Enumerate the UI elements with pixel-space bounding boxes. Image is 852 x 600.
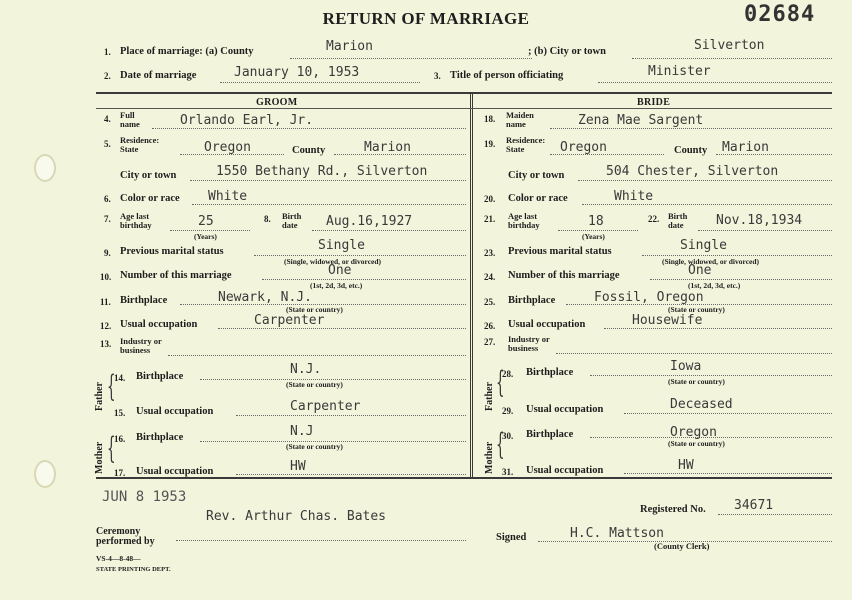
bride-birth-line: [698, 230, 832, 231]
item-number: 20.: [484, 194, 496, 204]
birthplace-label: Birthplace: [508, 295, 556, 306]
bride-city-value: 504 Chester, Silverton: [606, 164, 779, 179]
document-title: RETURN OF MARRIAGE: [322, 9, 530, 28]
father-brace: {: [107, 369, 116, 404]
place-city-label: ; (b) City or town: [528, 46, 606, 57]
years-hint: (Years): [582, 232, 605, 241]
prev-status-label: Previous marital status: [508, 246, 612, 257]
item-number: 9.: [104, 248, 111, 258]
item-number: 1.: [104, 47, 111, 57]
color-label: Color or race: [120, 193, 180, 204]
ceremony-performed-label: Ceremony performed by: [96, 526, 155, 547]
item-number: 7.: [104, 214, 111, 224]
groom-birth-date-value: Aug.16,1927: [326, 214, 413, 229]
bride-heading: BRIDE: [637, 97, 671, 108]
county-label: County: [292, 145, 326, 156]
state-country-hint: (State or country): [668, 305, 725, 314]
mother-occupation-label: Usual occupation: [136, 466, 214, 477]
item-number: 12.: [100, 321, 112, 331]
mother-birthplace-label: Birthplace: [136, 432, 184, 443]
residence-state-label: Residence: State: [120, 135, 160, 154]
father-side-label: Father: [484, 382, 495, 411]
father-occupation-label: Usual occupation: [136, 406, 214, 417]
county-label: County: [674, 145, 708, 156]
city-town-label: City or town: [120, 170, 177, 181]
item-number: 26.: [484, 321, 496, 331]
groom-marriage-number-value: One: [328, 263, 352, 278]
occupation-label: Usual occupation: [120, 319, 198, 330]
mother-occupation-label: Usual occupation: [526, 465, 604, 476]
father-brace: {: [496, 365, 505, 400]
bride-occupation-line: [604, 328, 832, 329]
item-number: 24.: [484, 272, 496, 282]
item-number: 15.: [114, 408, 126, 418]
place-city-line: [632, 58, 832, 59]
registered-no-line: [718, 514, 832, 515]
groom-mother-occupation-value: HW: [290, 459, 306, 474]
item-number: 27.: [484, 337, 496, 347]
full-name-label: Full name: [120, 110, 140, 129]
bride-father-birthplace-value: Iowa: [670, 359, 702, 374]
birthplace-label: Birthplace: [120, 295, 168, 306]
mother-side-label: Mother: [94, 441, 105, 474]
county-clerk-hint: (County Clerk): [654, 541, 710, 551]
mother-brace: {: [107, 431, 116, 466]
state-country-hint: (State or country): [668, 439, 725, 448]
item-number: 25.: [484, 297, 496, 307]
groom-heading: GROOM: [256, 97, 298, 108]
number-hint: (1st, 2d, 3d, etc.): [688, 281, 741, 290]
state-country-hint: (State or country): [286, 380, 343, 389]
bride-marriage-number-value: One: [688, 263, 712, 278]
groom-father-occupation-line: [236, 415, 466, 416]
bride-age-line: [558, 230, 638, 231]
state-country-hint: (State or country): [286, 305, 343, 314]
marriage-city-value: Silverton: [694, 38, 765, 53]
groom-industry-line: [168, 355, 466, 356]
groom-father-occupation-value: Carpenter: [290, 399, 361, 414]
groom-occupation-value: Carpenter: [254, 313, 325, 328]
number-marriage-label: Number of this marriage: [508, 270, 620, 281]
bride-father-occupation-line: [624, 413, 832, 414]
bride-name-value: Zena Mae Sargent: [578, 113, 704, 128]
groom-number-line: [262, 279, 466, 280]
bride-color-value: White: [614, 189, 654, 204]
marriage-county-value: Marion: [326, 39, 373, 54]
age-label: Age last birthday: [508, 211, 540, 230]
registered-no-value: 34671: [734, 498, 774, 513]
bride-mother-occupation-line: [624, 473, 832, 474]
state-country-hint: (State or country): [286, 442, 343, 451]
bride-father-occupation-value: Deceased: [670, 397, 733, 412]
received-date-stamp: JUN 8 1953: [102, 489, 187, 505]
item-number: 22.: [648, 214, 660, 224]
item-number: 23.: [484, 248, 496, 258]
marriage-date-value: January 10, 1953: [234, 65, 360, 80]
officiant-title-line: [598, 82, 832, 83]
groom-mother-occupation-line: [236, 474, 466, 475]
item-number: 4.: [104, 114, 111, 124]
item-number: 18.: [484, 114, 496, 124]
number-marriage-label: Number of this marriage: [120, 270, 232, 281]
bride-color-line: [582, 204, 832, 205]
bride-mother-birthplace-value: Oregon: [670, 425, 717, 440]
groom-city-value: 1550 Bethany Rd., Silverton: [216, 164, 428, 179]
bride-prev-status-value: Single: [680, 238, 727, 253]
date-label: Date of marriage: [120, 70, 197, 81]
bride-county-value: Marion: [722, 140, 769, 155]
mother-brace: {: [496, 427, 505, 462]
industry-label: Industry or business: [120, 336, 162, 355]
item-number: 5.: [104, 139, 111, 149]
groom-state-value: Oregon: [204, 140, 251, 155]
place-county-line: [290, 58, 532, 59]
father-side-label: Father: [94, 382, 105, 411]
occupation-label: Usual occupation: [508, 319, 586, 330]
bride-birthplace-value: Fossil, Oregon: [594, 290, 704, 305]
prev-status-label: Previous marital status: [120, 246, 224, 257]
father-occupation-label: Usual occupation: [526, 404, 604, 415]
punch-hole-bottom: [34, 460, 56, 488]
groom-age-line: [170, 230, 250, 231]
date-line: [220, 82, 420, 83]
bride-status-line: [642, 255, 832, 256]
groom-mother-birthplace-value: N.J: [290, 424, 314, 439]
bride-name-line: [550, 128, 832, 129]
place-county-label: Place of marriage: (a) County: [120, 46, 254, 57]
father-birthplace-label: Birthplace: [136, 371, 184, 382]
status-hint: (Single, widowed, or divorced): [662, 257, 760, 266]
bride-father-birthplace-line: [590, 375, 832, 376]
punch-hole-top: [34, 154, 56, 182]
item-number: 6.: [104, 194, 111, 204]
groom-name-value: Orlando Earl, Jr.: [180, 113, 314, 128]
item-number: 11.: [100, 297, 111, 307]
officiant-title-label: Title of person officiating: [450, 70, 564, 81]
groom-birthplace-value: Newark, N.J.: [218, 290, 312, 305]
item-number: 16.: [114, 434, 126, 444]
groom-birth-line: [312, 230, 466, 231]
item-number: 2.: [104, 71, 111, 81]
groom-city-line: [190, 180, 466, 181]
bride-occupation-value: Housewife: [632, 313, 703, 328]
bride-mother-occupation-value: HW: [678, 458, 694, 473]
item-number: 31.: [502, 467, 514, 477]
printer-name: STATE PRINTING DEPT.: [96, 566, 171, 573]
bride-city-line: [578, 180, 832, 181]
item-number: 21.: [484, 214, 496, 224]
maiden-name-label: Maiden name: [506, 110, 534, 129]
form-number: VS-4—8-48—: [96, 554, 141, 563]
bride-number-line: [650, 279, 832, 280]
groom-color-line: [192, 204, 466, 205]
bride-state-value: Oregon: [560, 140, 607, 155]
signed-by-value: H.C. Mattson: [570, 526, 664, 541]
color-label: Color or race: [508, 193, 568, 204]
industry-label: Industry or business: [508, 334, 550, 353]
certificate-number: 02684: [744, 2, 816, 27]
item-number: 28.: [502, 369, 514, 379]
groom-prev-status-value: Single: [318, 238, 365, 253]
residence-state-label: Residence: State: [506, 135, 546, 154]
groom-name-line: [152, 128, 466, 129]
officiant-title-value: Minister: [648, 64, 711, 79]
item-number: 10.: [100, 272, 112, 282]
item-number: 19.: [484, 139, 496, 149]
item-number: 13.: [100, 339, 112, 349]
table-bottom-border: [96, 477, 832, 479]
groom-father-birthplace-value: N.J.: [290, 362, 322, 377]
mother-birthplace-label: Birthplace: [526, 429, 574, 440]
officiant-line: [176, 540, 466, 541]
item-number: 8.: [264, 214, 271, 224]
age-label: Age last birthday: [120, 211, 152, 230]
state-country-hint: (State or country): [668, 377, 725, 386]
bride-industry-line: [556, 353, 832, 354]
item-number: 17.: [114, 468, 126, 478]
column-divider: [470, 93, 473, 477]
groom-county-value: Marion: [364, 140, 411, 155]
signed-label: Signed: [496, 532, 527, 543]
groom-age-value: 25: [198, 214, 214, 229]
item-number: 14.: [114, 373, 126, 383]
item-number: 29.: [502, 406, 514, 416]
city-town-label: City or town: [508, 170, 565, 181]
bride-age-value: 18: [588, 214, 604, 229]
registered-no-label: Registered No.: [640, 504, 706, 515]
item-number: 3.: [434, 71, 441, 81]
table-top-border: [96, 92, 832, 94]
groom-occupation-line: [218, 328, 466, 329]
bride-birth-date-value: Nov.18,1934: [716, 213, 803, 228]
groom-status-line: [254, 255, 466, 256]
birth-date-label: Birth date: [282, 211, 302, 230]
groom-color-value: White: [208, 189, 248, 204]
officiant-name-value: Rev. Arthur Chas. Bates: [206, 509, 387, 524]
item-number: 30.: [502, 431, 514, 441]
heading-divider: [96, 108, 832, 109]
birth-date-label: Birth date: [668, 211, 688, 230]
mother-side-label: Mother: [484, 441, 495, 474]
status-hint: (Single, widowed, or divorced): [284, 257, 382, 266]
number-hint: (1st, 2d, 3d, etc.): [310, 281, 363, 290]
father-birthplace-label: Birthplace: [526, 367, 574, 378]
years-hint: (Years): [194, 232, 217, 241]
